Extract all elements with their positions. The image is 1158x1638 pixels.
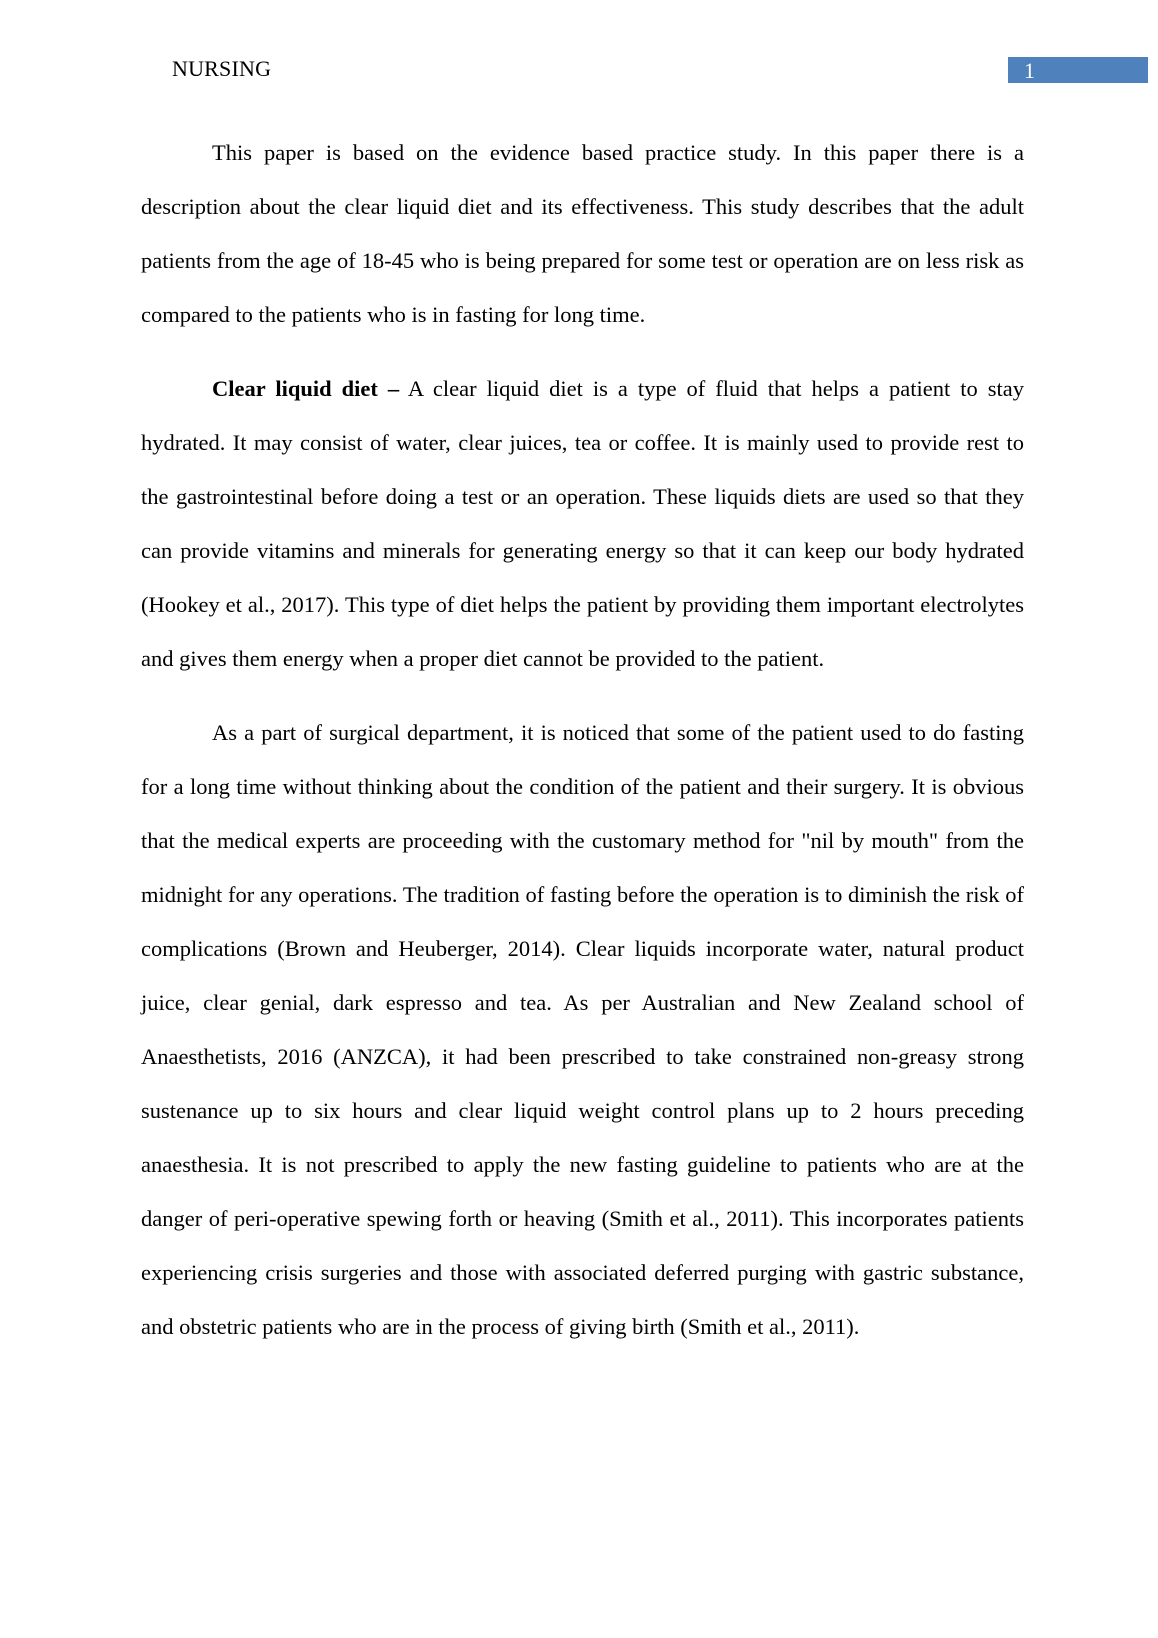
running-head-title: NURSING (172, 56, 272, 81)
paragraph-intro (141, 126, 1024, 342)
page-number-badge: 1 (1008, 57, 1148, 83)
paragraph-surgical-fasting-text: As a part of surgical department, it is noticed that some of the patient used to do fasting for a long time without thinking about the condition of the patient and their surgery. It is obvious that the medical experts are proceeding with the customary method for "nil by mouth" from the midnight for any operations. The tradition of fasting before the operation is to diminish the risk of complications (Brown and Heuberger, 2014). Clear liquids incorporate water, natural product juice, clear genial, dark espresso and tea. As per Australian and New Zealand school of Anaesthetists, 2016 (ANZCA), it had been prescribed to take constrained non-greasy strong sustenance up to six hours and clear liquid weight control plans up to 2 hours preceding anaesthesia. It is not prescribed to apply the new fasting guideline to patients who are at the danger of peri-operative spewing forth or heaving (Smith et al., 2011). This incorporates patients experiencing crisis surgeries and those with associated deferred purging with gastric substance, and obstetric patients who are in the process of giving birth (Smith et al., 2011). (141, 720, 1024, 1339)
paragraph-surgical-fasting (141, 706, 1024, 1354)
paragraph-intro-text: This paper is based on the evidence based practice study. In this paper there is a description about the clear liquid diet and its effectiveness. This study describes that the adult patients from the age of 18-45 who is being prepared for some test or operation are on less risk as compared to the patients who is in fasting for long time. (141, 140, 1024, 327)
document-body (141, 126, 1024, 1374)
paragraph-clear-liquid-diet (141, 362, 1024, 686)
defined-term: Clear liquid diet – (212, 376, 400, 401)
paragraph-clear-liquid-diet-text: A clear liquid diet is a type of fluid that helps a patient to stay hydrated. It may consist of water, clear juices, tea or coffee. It is mainly used to provide rest to the gastrointestinal before doing a test or an operation. These liquids diets are used so that they can provide vitamins and minerals for generating energy so that it can keep our body hydrated (Hookey et al., 2017). This type of diet helps the patient by providing them important electrolytes and gives them energy when a proper diet cannot be provided to the patient. (141, 376, 1024, 671)
